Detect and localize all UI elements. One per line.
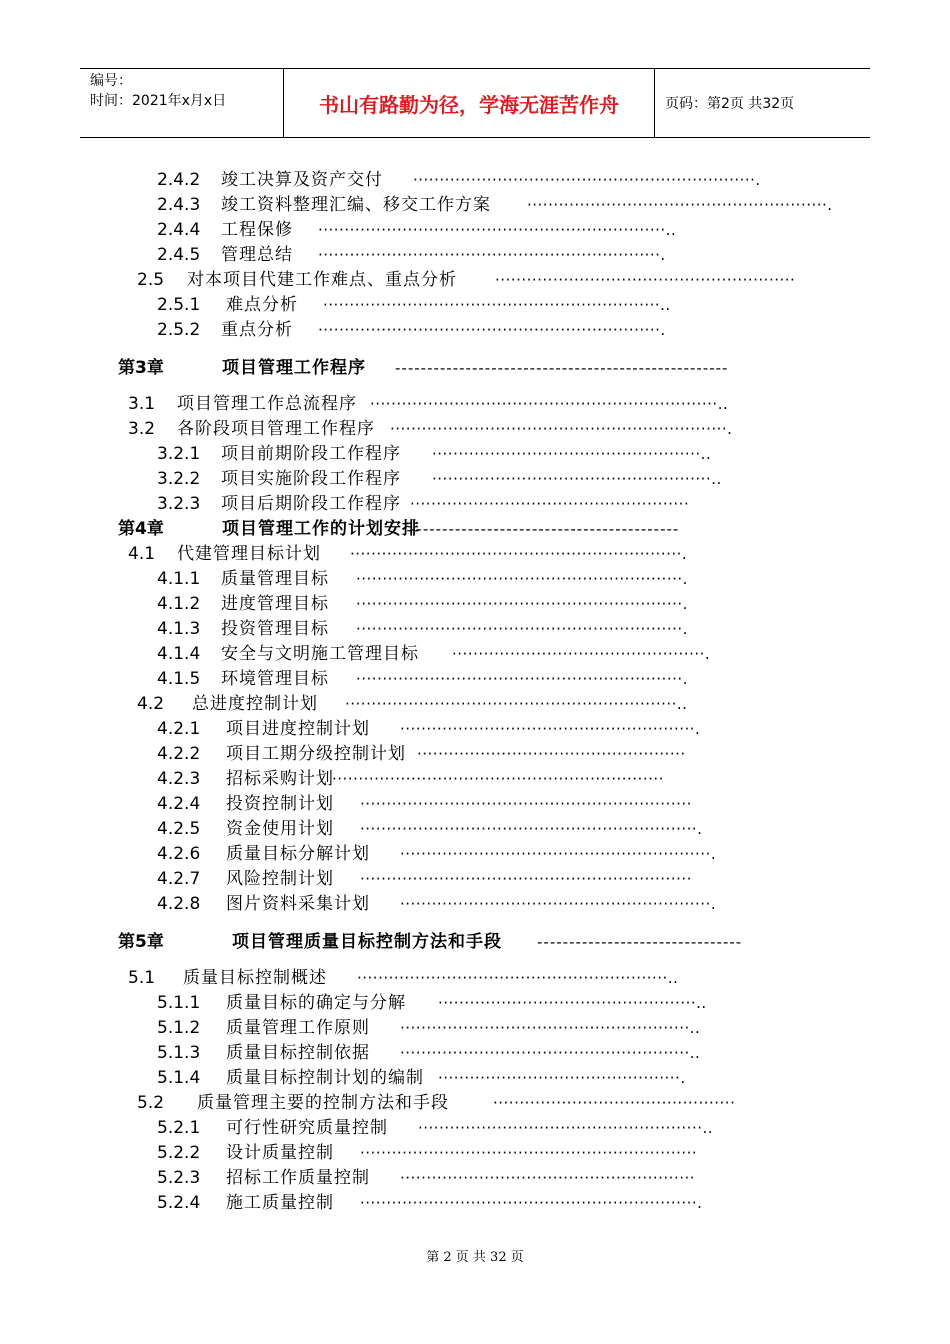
toc-leader: ······························································· [360,795,692,813]
toc-title: 项目进度控制计划 [226,719,370,739]
toc-number: 3.2.2 [157,469,201,489]
toc-title: 质量管理主要的控制方法和手段 [197,1093,449,1113]
toc-leader: ························································ [400,1169,696,1187]
toc-leader: ······························································. [356,570,688,588]
toc-number: 4.1.1 [157,569,201,589]
toc-number: 第4章 [118,519,164,539]
toc-leader: ·································································. [413,171,761,189]
toc-entry[interactable] [157,293,773,317]
toc-leader: ·················································.. [438,994,707,1012]
toc-entry[interactable] [157,168,783,192]
toc-title: 安全与文明施工管理目标 [221,644,419,664]
toc-number: 2.5.2 [157,320,201,340]
toc-chapter-row[interactable] [118,356,780,380]
toc-title: 竣工资料整理汇编、移交工作方案 [221,195,491,215]
toc-title: 设计质量控制 [226,1143,334,1163]
toc-title: 项目前期阶段工作程序 [221,444,401,464]
toc-entry[interactable] [157,1041,773,1065]
toc-leader: ·····················································.. [432,470,722,488]
toc-entry[interactable] [157,817,788,841]
toc-entry[interactable] [157,1066,786,1090]
toc-title: 难点分析 [226,295,298,315]
toc-leader: ·························································. [527,196,833,214]
toc-entry[interactable] [157,1016,773,1040]
header-divider [654,69,655,137]
toc-title: 质量管理目标 [221,569,329,589]
toc-leader: ···························································. [400,895,717,913]
toc-leader: ---------------------------------------------------- [395,359,729,377]
toc-title: 项目后期阶段工作程序 [221,494,401,514]
toc-entry[interactable] [157,642,782,666]
toc-number: 4.1 [128,544,156,564]
toc-leader: ------------------------------------------ [410,520,680,538]
toc-number: 4.2.3 [157,769,201,789]
toc-title: 项目管理工作总流程序 [177,394,357,414]
toc-title: 对本项目代建工作难点、重点分析 [187,270,457,290]
toc-leader: ································································. [390,420,733,438]
toc-entry[interactable] [157,717,780,741]
toc-leader: ································································ [360,1144,698,1162]
toc-number: 5.2.1 [157,1118,201,1138]
toc-title: 管理总结 [221,245,293,265]
toc-number: 5.1 [128,968,156,988]
page-footer: 第 2 页 共 32 页 [426,1250,524,1265]
toc-leader: ·································································. [318,321,666,339]
toc-entry[interactable] [157,617,781,641]
toc-title: 资金使用计划 [226,819,334,839]
toc-leader: ································································. [360,1194,703,1212]
toc-entry[interactable] [157,467,790,491]
toc-leader: -------------------------------- [537,933,743,951]
toc-leader: ······························································. [356,670,688,688]
toc-entry[interactable] [128,966,770,990]
toc-entry[interactable] [157,867,780,891]
toc-title: 投资管理目标 [221,619,329,639]
toc-leader: ···························································.. [357,969,679,987]
toc-number: 3.2.1 [157,444,201,464]
toc-leader: ································································. [360,820,703,838]
toc-entry[interactable] [157,492,775,516]
toc-entry[interactable] [157,1166,780,1190]
toc-number: 第3章 [118,358,164,378]
header-meta [90,71,226,111]
toc-title: 代建管理目标计划 [177,544,321,564]
toc-leader: ··································································.. [318,221,677,239]
toc-title: 施工质量控制 [226,1193,334,1213]
toc-number: 4.1.5 [157,669,201,689]
toc-entry[interactable] [157,1116,773,1140]
toc-entry[interactable] [157,442,772,466]
toc-chapter-row[interactable] [118,517,770,541]
toc-leader: ······························································. [356,620,688,638]
toc-leader: ······························································. [356,595,688,613]
toc-chapter-row[interactable] [118,930,802,954]
toc-title: 质量目标的确定与分解 [226,993,406,1013]
toc-title: 环境管理目标 [221,669,329,689]
toc-title: 工程保修 [221,220,293,240]
toc-number: 4.2 [137,694,165,714]
toc-number: 2.5.1 [157,295,201,315]
toc-title: 总进度控制计划 [192,694,318,714]
toc-entry[interactable] [157,592,781,616]
toc-number: 5.2 [137,1093,165,1113]
toc-number: 4.2.7 [157,869,201,889]
toc-title: 竣工决算及资产交付 [221,170,383,190]
toc-leader: ······················································.. [418,1119,714,1137]
toc-number: 5.2.3 [157,1168,201,1188]
toc-number: 3.2.3 [157,494,201,514]
toc-entry[interactable] [157,243,783,267]
toc-entry[interactable] [157,842,788,866]
toc-number: 5.1.2 [157,1018,201,1038]
toc-title: 招标采购计划 [226,769,334,789]
toc-title: 项目管理质量目标控制方法和手段 [232,932,502,952]
toc-title: 风险控制计划 [226,869,334,889]
toc-leader: ··································································.. [370,395,729,413]
toc-entry[interactable] [157,991,773,1015]
toc-leader: ································································.. [323,296,671,314]
toc-leader: ·······················································.. [400,1044,701,1062]
toc-entry[interactable] [137,692,777,716]
toc-entry[interactable] [157,318,783,342]
toc-number: 3.2 [128,419,156,439]
toc-number: 4.2.6 [157,844,201,864]
toc-number: 4.2.2 [157,744,201,764]
header-page-info: 页码：第2页 共32页 [665,96,795,112]
toc-title: 项目实施阶段工作程序 [221,469,401,489]
toc-leader: ·······················································.. [400,1019,701,1037]
toc-entry[interactable] [157,892,788,916]
toc-number: 4.2.4 [157,794,201,814]
toc-number: 4.2.1 [157,719,201,739]
toc-number: 5.1.4 [157,1068,201,1088]
toc-leader: ················································. [452,645,711,663]
toc-leader: ··················································· [417,745,686,763]
page-header [80,68,870,138]
toc-title: 项目管理工作程序 [222,358,366,378]
toc-title: 质量管理工作原则 [226,1018,370,1038]
toc-title: 可行性研究质量控制 [226,1118,388,1138]
toc-number: 5.2.4 [157,1193,201,1213]
toc-number: 3.1 [128,394,156,414]
toc-title: 重点分析 [221,320,293,340]
toc-entry[interactable] [128,542,780,566]
toc-number: 2.4.2 [157,170,201,190]
toc-leader: ······························································· [332,770,664,788]
toc-title: 质量目标控制依据 [226,1043,370,1063]
toc-number: 4.1.2 [157,594,201,614]
toc-leader: ···························································. [400,845,717,863]
toc-title: 招标工作质量控制 [226,1168,370,1188]
toc-title: 质量目标控制概述 [183,968,327,988]
toc-title: 项目管理工作的计划安排 [222,519,420,539]
toc-title: 进度管理目标 [221,594,329,614]
toc-entry[interactable] [137,1091,773,1115]
toc-entry[interactable] [157,193,833,217]
toc-entry[interactable] [157,567,781,591]
toc-entry[interactable] [157,767,782,791]
toc-number: 2.4.5 [157,245,201,265]
toc-leader: ·············································· [493,1094,736,1112]
toc-title: 图片资料采集计划 [226,894,370,914]
toc-entry[interactable] [157,742,762,766]
toc-title: 质量目标控制计划的编制 [226,1068,424,1088]
toc-number: 4.2.8 [157,894,201,914]
toc-leader: ····················································· [410,495,690,513]
toc-number: 4.1.3 [157,619,201,639]
toc-entry[interactable] [157,1141,780,1165]
toc-leader: ························································· [495,271,796,289]
toc-entry[interactable] [157,667,781,691]
document-date: 时间：2021年x月x日 [90,93,227,109]
toc-number: 第5章 [118,932,164,952]
toc-number: 5.1.3 [157,1043,201,1063]
document-number-label: 编号： [90,73,132,89]
toc-entry[interactable] [157,792,780,816]
toc-leader: ·······························································.. [345,695,688,713]
header-motto: 书山有路勤为径，学海无涯苦作舟 [319,92,619,117]
toc-number: 2.5 [137,270,165,290]
toc-entry[interactable] [157,218,788,242]
toc-number: 5.2.2 [157,1143,201,1163]
toc-leader: ··············································. [438,1069,686,1087]
toc-leader: ·································································. [318,246,666,264]
toc-number: 5.1.1 [157,993,201,1013]
toc-leader: ························································. [400,720,701,738]
toc-leader: ······························································· [360,870,692,888]
toc-entry[interactable] [137,268,796,292]
toc-number: 2.4.3 [157,195,201,215]
toc-title: 各阶段项目管理工作程序 [177,419,375,439]
toc-number: 2.4.4 [157,220,201,240]
toc-entry[interactable] [128,392,765,416]
toc-entry[interactable] [157,1191,788,1215]
toc-leader: ···················································.. [432,445,712,463]
toc-title: 项目工期分级控制计划 [226,744,406,764]
toc-entry[interactable] [128,417,755,441]
toc-leader: ·······························································. [350,545,688,563]
toc-number: 4.1.4 [157,644,201,664]
toc-title: 投资控制计划 [226,794,334,814]
toc-title: 质量目标分解计划 [226,844,370,864]
toc-number: 4.2.5 [157,819,201,839]
